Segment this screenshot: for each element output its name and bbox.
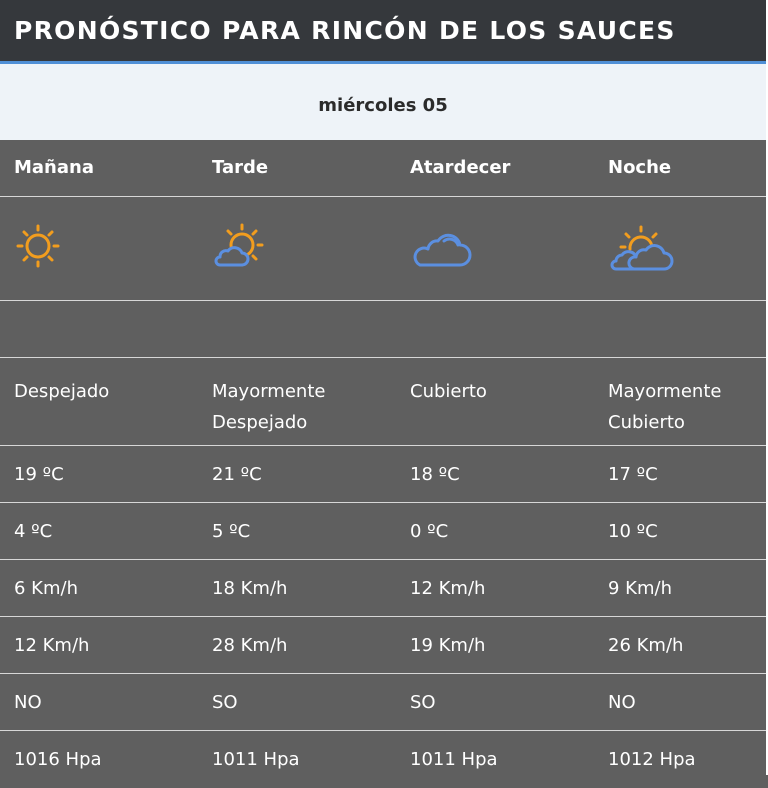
temperature-row <box>0 446 766 503</box>
wind-gust-value: 19 Km/h <box>410 635 486 656</box>
min-temperature-value: 0 ºC <box>410 521 449 542</box>
sun-cloud-icon <box>212 219 396 279</box>
period-name: Atardecer <box>410 157 511 178</box>
min-temperature-row <box>0 503 766 560</box>
condition-text: Mayormente Cubierto <box>608 381 722 433</box>
wind-gust-value: 26 Km/h <box>608 635 684 656</box>
wind-direction-row <box>0 674 766 731</box>
weather-icon-row <box>0 197 766 301</box>
pressure-value: 1016 Hpa <box>14 749 102 770</box>
title-bar <box>0 0 766 64</box>
temperature-value: 19 ºC <box>14 464 64 485</box>
empty-row <box>0 301 766 358</box>
temperature-value: 17 ºC <box>608 464 658 485</box>
wind-direction-value: NO <box>14 692 42 713</box>
condition-row <box>0 358 766 446</box>
date-label: miércoles 05 <box>0 64 766 140</box>
pressure-value: 1011 Hpa <box>410 749 498 770</box>
wind-direction-value: SO <box>212 692 238 713</box>
wind-speed-value: 6 Km/h <box>14 578 78 599</box>
condition-text: Despejado <box>14 381 110 402</box>
wind-gust-value: 28 Km/h <box>212 635 288 656</box>
cloud-sun-icon <box>608 219 766 279</box>
period-name: Mañana <box>14 157 94 178</box>
period-name: Tarde <box>212 157 269 178</box>
min-temperature-value: 4 ºC <box>14 521 53 542</box>
page-title: PRONÓSTICO PARA RINCÓN DE LOS SAUCES <box>14 16 676 45</box>
wind-speed-value: 9 Km/h <box>608 578 672 599</box>
wind-direction-value: NO <box>608 692 636 713</box>
condition-text: Mayormente Despejado <box>212 381 326 433</box>
cloud-icon <box>410 219 594 279</box>
pressure-value: 1012 Hpa <box>608 749 696 770</box>
period-name: Noche <box>608 157 672 178</box>
min-temperature-value: 10 ºC <box>608 521 658 542</box>
min-temperature-value: 5 ºC <box>212 521 251 542</box>
wind-direction-value: SO <box>410 692 436 713</box>
period-header-row <box>0 140 766 197</box>
temperature-value: 18 ºC <box>410 464 460 485</box>
wind-gust-row <box>0 617 766 674</box>
condition-text: Cubierto <box>410 381 487 402</box>
pressure-value: 1011 Hpa <box>212 749 300 770</box>
temperature-value: 21 ºC <box>212 464 262 485</box>
wind-gust-value: 12 Km/h <box>14 635 90 656</box>
pressure-row <box>0 731 766 788</box>
wind-speed-value: 12 Km/h <box>410 578 486 599</box>
sun-icon <box>14 219 198 279</box>
wind-speed-value: 18 Km/h <box>212 578 288 599</box>
wind-speed-row <box>0 560 766 617</box>
